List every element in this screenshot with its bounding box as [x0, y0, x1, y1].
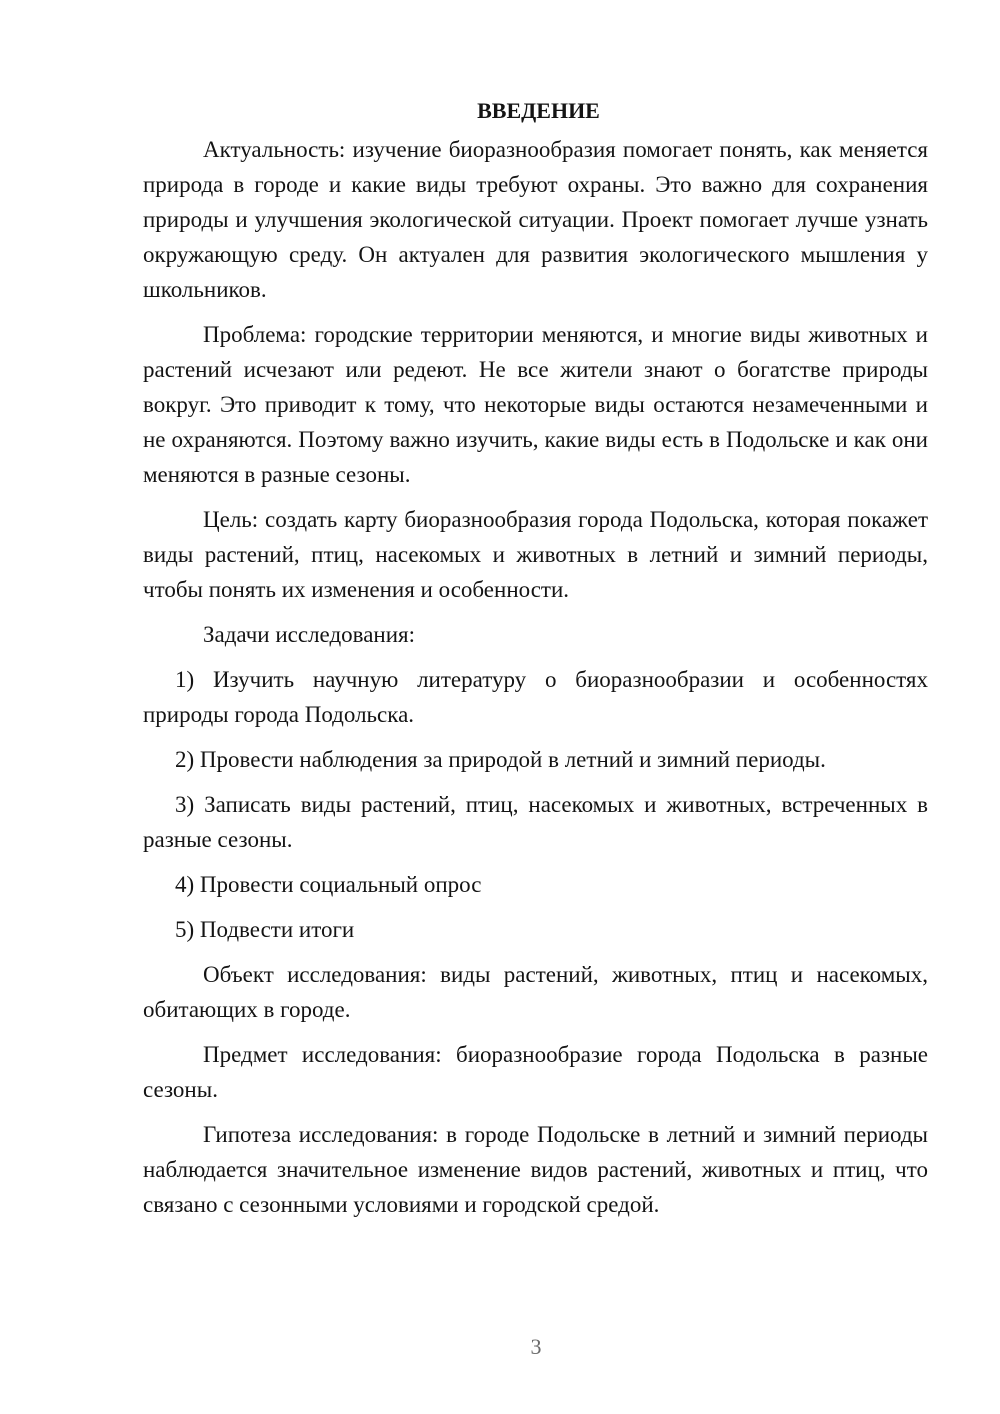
object-paragraph: Объект исследования: виды растений, животных, птиц и насекомых, обитающих в городе.: [143, 962, 928, 1022]
task-item: 2) Провести наблюдения за природой в летний и зимний периоды.: [175, 747, 826, 772]
problem-paragraph: Проблема: городские территории меняются, и многие виды животных и растений исчезают или редеют. Не все жители знают о богатстве природы вокруг. Это приводит к тому, что некоторые виды остаются незамеченными и не охраняются. Поэтому важно изучить, какие виды есть в Подольске и как они меняются в разные сезоны.: [143, 322, 928, 487]
task-item: 4) Провести социальный опрос: [175, 872, 482, 897]
task-item: 1) Изучить научную литературу о биоразнообразии и особенностях природы города Подольска.: [143, 667, 928, 727]
section-title: ВВЕДЕНИЕ: [477, 98, 600, 123]
relevance-paragraph: Актуальность: изучение биоразнообразия помогает понять, как меняется природа в городе и какие виды требуют охраны. Это важно для сохранения природы и улучшения экологической ситуации. Проект помогает лучше узнать окружающую среду. Он актуален для развития экологического мышления у школьников.: [143, 137, 928, 302]
page-content: [143, 96, 928, 1222]
task-item: 3) Записать виды растений, птиц, насекомых и животных, встреченных в разные сезоны.: [143, 792, 928, 852]
tasks-heading: Задачи исследования:: [203, 622, 416, 647]
goal-paragraph: Цель: создать карту биоразнообразия города Подольска, которая покажет виды растений, птиц, насекомых и животных в летний и зимний периоды, чтобы понять их изменения и особенности.: [143, 507, 928, 602]
task-item: 5) Подвести итоги: [175, 917, 355, 942]
page-number: 3: [530, 1334, 542, 1359]
hypothesis-paragraph: Гипотеза исследования: в городе Подольске в летний и зимний периоды наблюдается значительное изменение видов растений, животных и птиц, что связано с сезонными условиями и городской средой.: [143, 1122, 928, 1217]
subject-paragraph: Предмет исследования: биоразнообразие города Подольска в разные сезоны.: [143, 1042, 928, 1102]
